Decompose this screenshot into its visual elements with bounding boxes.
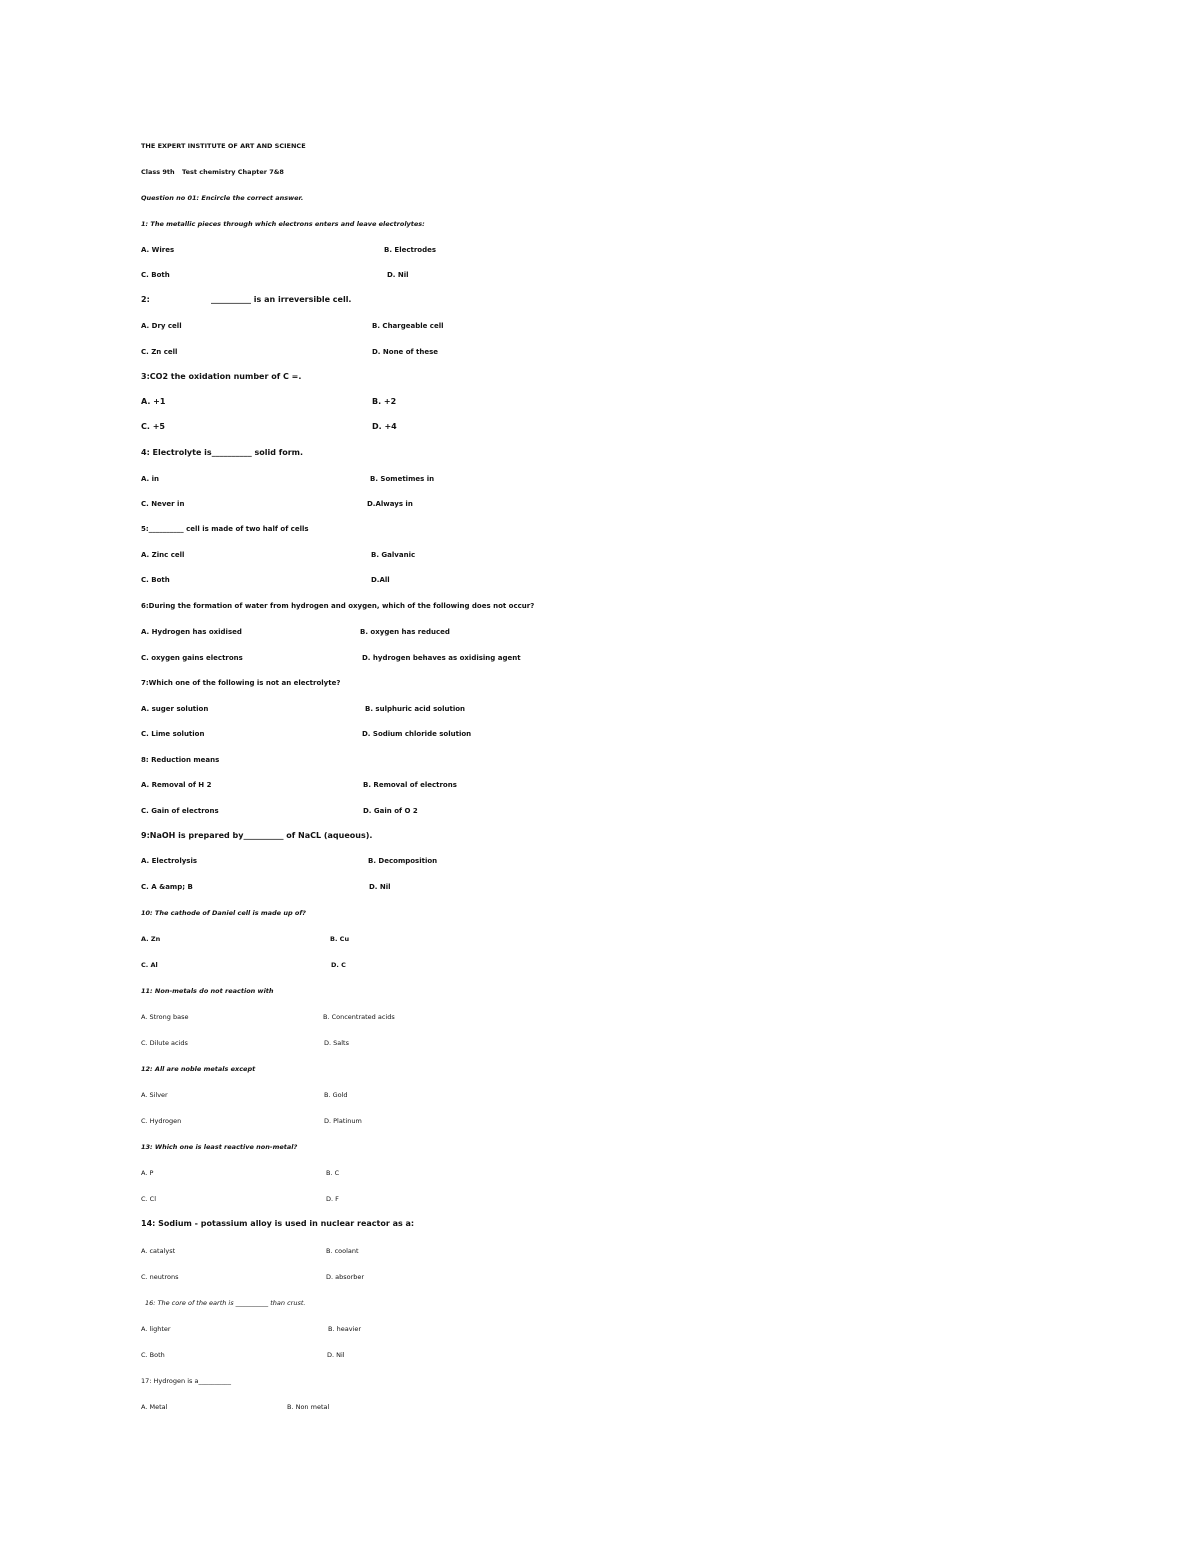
institute-title: THE EXPERT INSTITUTE OF ART AND SCIENCE (141, 142, 306, 150)
question-text: 1: The metallic pieces through which electrons enters and leave electrolytes: (141, 220, 425, 228)
option-b: B. Removal of electrons (363, 781, 457, 789)
option-d: D. Gain of O 2 (363, 807, 418, 815)
option-b: B. heavier (328, 1325, 362, 1333)
test-title: Test chemistry Chapter 7&8 (182, 168, 284, 176)
option-c: C. Gain of electrons (141, 807, 219, 815)
option-c: C. Zn cell (141, 348, 178, 356)
class-label: Class 9th (141, 168, 175, 176)
option-a: A. in (141, 475, 160, 483)
question-text: 13: Which one is least reactive non-metal? (141, 1143, 298, 1151)
option-c: C. +5 (141, 422, 165, 431)
question-number: 2: (141, 295, 150, 304)
option-d: D. hydrogen behaves as oxidising agent (362, 654, 521, 662)
question-text: __________ is an irreversible cell. (211, 295, 352, 304)
option-c: C. Al (141, 961, 158, 969)
option-c: C. Cl (141, 1195, 157, 1203)
question-text: 9:NaOH is prepared by__________ of NaCL (aqueous). (141, 831, 373, 840)
option-a: A. Strong base (141, 1013, 189, 1021)
option-d: D. Nil (387, 271, 409, 279)
option-c: C. Lime solution (141, 730, 205, 738)
option-a: A. Dry cell (141, 322, 182, 330)
option-c: C. neutrons (141, 1273, 179, 1281)
question-text: 3:CO2 the oxidation number of C =. (141, 372, 302, 381)
question-text: 8: Reduction means (141, 756, 220, 764)
option-a: A. Hydrogen has oxidised (141, 628, 242, 636)
question-text: 4: Electrolyte is__________ solid form. (141, 448, 304, 457)
option-a: A. catalyst (141, 1247, 176, 1255)
option-d: D.All (371, 576, 390, 584)
option-c: C. Both (141, 1351, 165, 1359)
option-a: A. Metal (141, 1403, 168, 1411)
option-d: D. Salts (324, 1039, 349, 1047)
option-c: C. Both (141, 576, 170, 584)
option-c: C. Dilute acids (141, 1039, 188, 1047)
question-text: 10: The cathode of Daniel cell is made up of? (141, 909, 306, 917)
option-d: D. F (326, 1195, 339, 1203)
option-b: B. Electrodes (384, 246, 437, 254)
option-a: A. Silver (141, 1091, 168, 1099)
option-a: A. lighter (141, 1325, 171, 1333)
option-a: A. Zinc cell (141, 551, 185, 559)
question-text: 16: The core of the earth is __________ than crust. (145, 1299, 306, 1307)
option-d: D. absorber (326, 1273, 365, 1281)
question-text: 5:__________ cell is made of two half of cells (141, 525, 309, 533)
option-c: C. A &amp; B (141, 883, 193, 891)
option-a: A. Electrolysis (141, 857, 198, 865)
option-b: B. Decomposition (368, 857, 438, 865)
option-b: B. C (326, 1169, 340, 1177)
instructions: Question no 01: Encircle the correct answer. (141, 194, 304, 202)
option-c: C. Hydrogen (141, 1117, 182, 1125)
option-d: D. None of these (372, 348, 439, 356)
question-text: 7:Which one of the following is not an electrolyte? (141, 679, 341, 687)
option-d: D. +4 (372, 422, 397, 431)
question-text: 12: All are noble metals except (141, 1065, 256, 1073)
option-b: B. oxygen has reduced (360, 628, 450, 636)
option-b: B. coolant (326, 1247, 359, 1255)
option-b: B. +2 (372, 397, 397, 406)
option-d: D. Platinum (324, 1117, 362, 1125)
option-b: B. Cu (330, 935, 350, 943)
option-d: D. C (331, 961, 346, 969)
question-text: 17: Hydrogen is a__________ (141, 1377, 231, 1385)
option-d: D. Nil (327, 1351, 345, 1359)
option-b: B. Chargeable cell (372, 322, 444, 330)
option-a: A. P (141, 1169, 154, 1177)
option-b: B. Galvanic (371, 551, 416, 559)
option-c: C. Both (141, 271, 170, 279)
option-d: D. Sodium chloride solution (362, 730, 472, 738)
option-a: A. Wires (141, 246, 175, 254)
option-c: C. oxygen gains electrons (141, 654, 243, 662)
option-d: D.Always in (367, 500, 413, 508)
question-text: 11: Non-metals do not reaction with (141, 987, 274, 995)
question-text: 14: Sodium - potassium alloy is used in nuclear reactor as a: (141, 1219, 415, 1228)
question-text: 6:During the formation of water from hydrogen and oxygen, which of the following does not occur? (141, 602, 535, 610)
option-b: B. Non metal (287, 1403, 330, 1411)
option-a: A. Removal of H 2 (141, 781, 212, 789)
option-a: A. +1 (141, 397, 166, 406)
option-a: A. suger solution (141, 705, 209, 713)
option-c: C. Never in (141, 500, 185, 508)
option-b: B. Sometimes in (370, 475, 435, 483)
option-b: B. Concentrated acids (323, 1013, 395, 1021)
option-b: B. Gold (324, 1091, 348, 1099)
option-a: A. Zn (141, 935, 161, 943)
option-b: B. sulphuric acid solution (365, 705, 466, 713)
option-d: D. Nil (369, 883, 391, 891)
